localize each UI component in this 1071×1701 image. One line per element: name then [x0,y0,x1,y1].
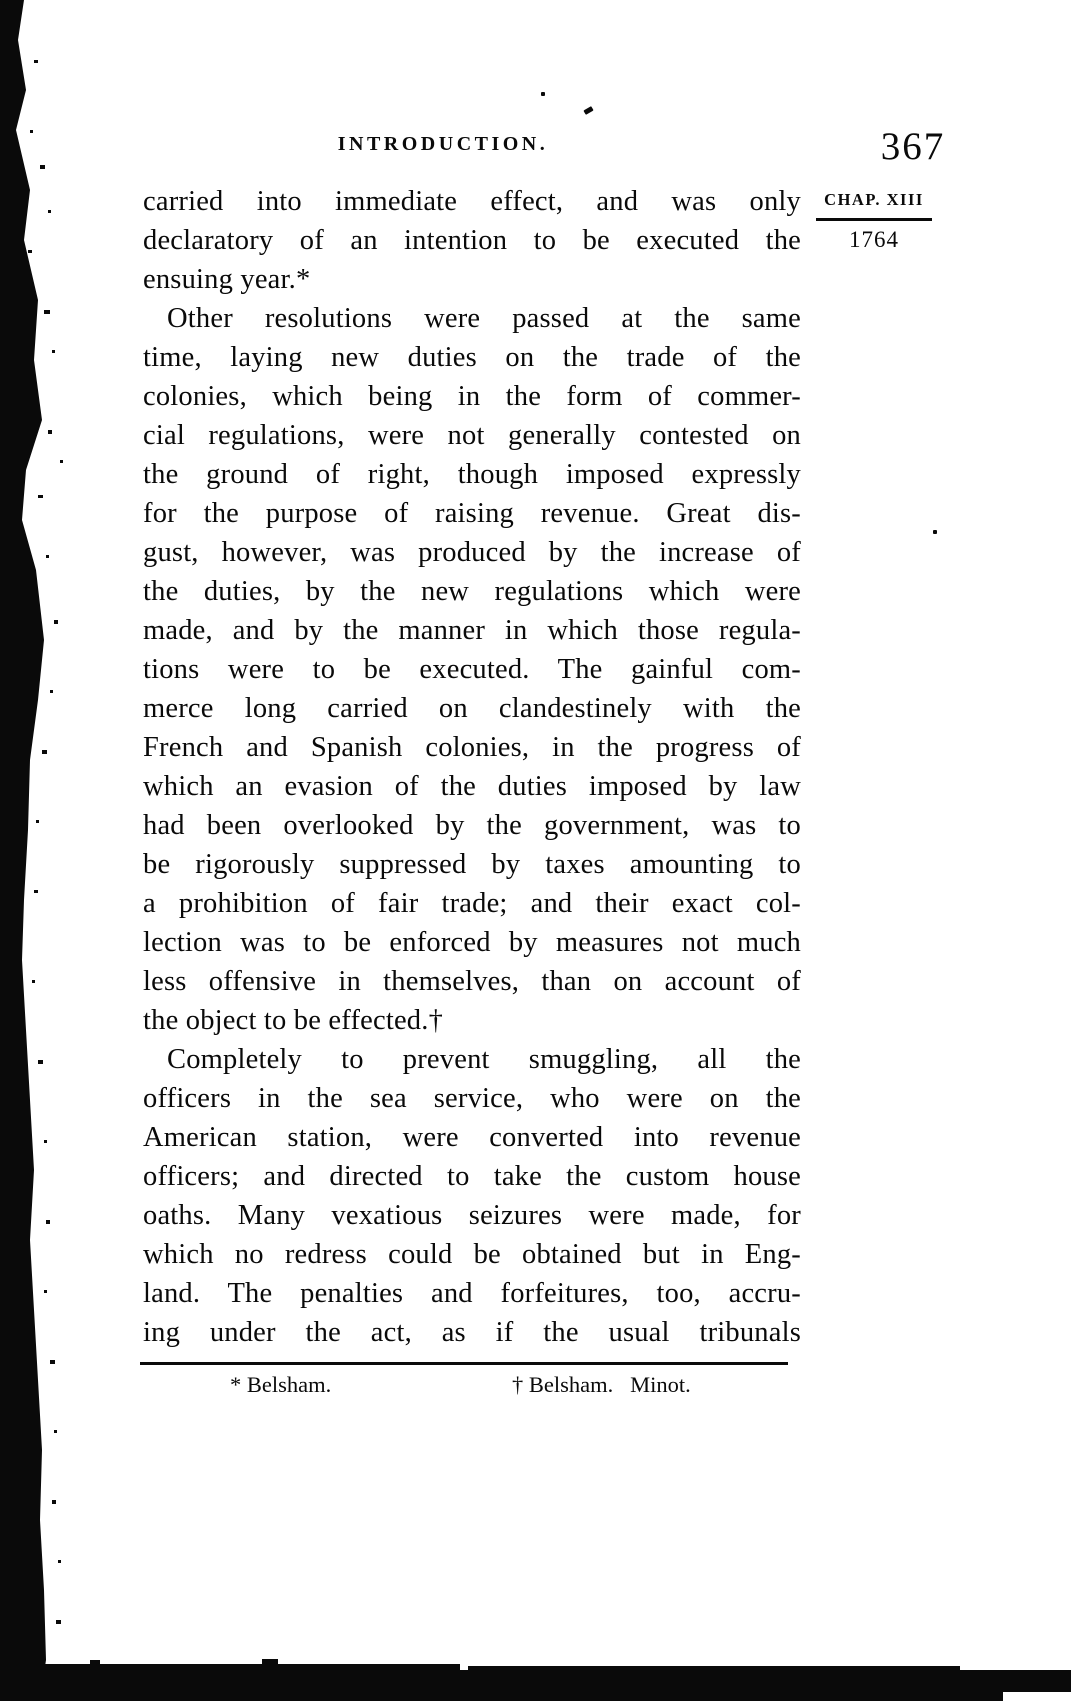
body-text [143,182,801,1352]
text-line: had been overlooked by the government, was to [143,810,801,841]
text-line: ensuing year.* [143,264,311,295]
text-line: officers in the sea service, who were on the [143,1083,801,1114]
text-line: American station, were converted into revenue [143,1122,801,1153]
text-line: made, and by the manner in which those regula- [143,615,801,646]
text-line: officers; and directed to take the custom house [143,1161,801,1192]
margin-rule-divider [816,218,932,221]
text-line: cial regulations, were not generally contested on [143,420,801,451]
chapter-note: CHAP. XIII [824,190,924,209]
scan-speck [541,92,545,96]
footnote-rule [140,1362,788,1365]
scan-artifact-bottom-bar [0,1656,1071,1701]
text-line: a prohibition of fair trade; and their exact col- [143,888,801,919]
text-line: the duties, by the new regulations which were [143,576,801,607]
text-line: the object to be effected.† [143,1005,444,1036]
text-line: the ground of right, though imposed expressly [143,459,801,490]
running-header: INTRODUCTION. [337,133,549,155]
text-line: which an evasion of the duties imposed by law [143,771,801,802]
footnote-left: * Belsham. [230,1372,332,1397]
text-line: ing under the act, as if the usual tribunals [143,1317,801,1348]
year-note: 1764 [849,227,899,252]
text-line: oaths. Many vexatious seizures were made, for [143,1200,801,1231]
footnote-right: † Belsham. Minot. [512,1372,691,1397]
text-line: declaratory of an intention to be executed the [143,225,801,256]
scan-speck [933,530,937,534]
text-line: French and Spanish colonies, in the progress of [143,732,801,763]
text-line: less offensive in themselves, than on account of [143,966,801,997]
page-number: 367 [880,125,946,168]
scan-speck [583,106,593,115]
scan-artifact-binding-band [0,0,80,1701]
text-line: for the purpose of raising revenue. Great dis- [143,498,801,529]
text-line: colonies, which being in the form of commer- [143,381,801,412]
text-line: be rigorously suppressed by taxes amounting to [143,849,801,880]
text-line: Completely to prevent smuggling, all the [167,1044,801,1075]
text-line: gust, however, was produced by the increase of [143,537,801,568]
margin-notes [806,190,942,253]
text-line: merce long carried on clandestinely with the [143,693,801,724]
text-line: Other resolutions were passed at the same [167,303,801,334]
text-line: tions were to be executed. The gainful com- [143,654,801,685]
text-line: which no redress could be obtained but in Eng- [143,1239,801,1270]
text-line: lection was to be enforced by measures not much [143,927,801,958]
text-line: carried into immediate effect, and was only [143,186,801,217]
text-line: time, laying new duties on the trade of the [143,342,801,373]
text-line: land. The penalties and forfeitures, too, accru- [143,1278,801,1309]
